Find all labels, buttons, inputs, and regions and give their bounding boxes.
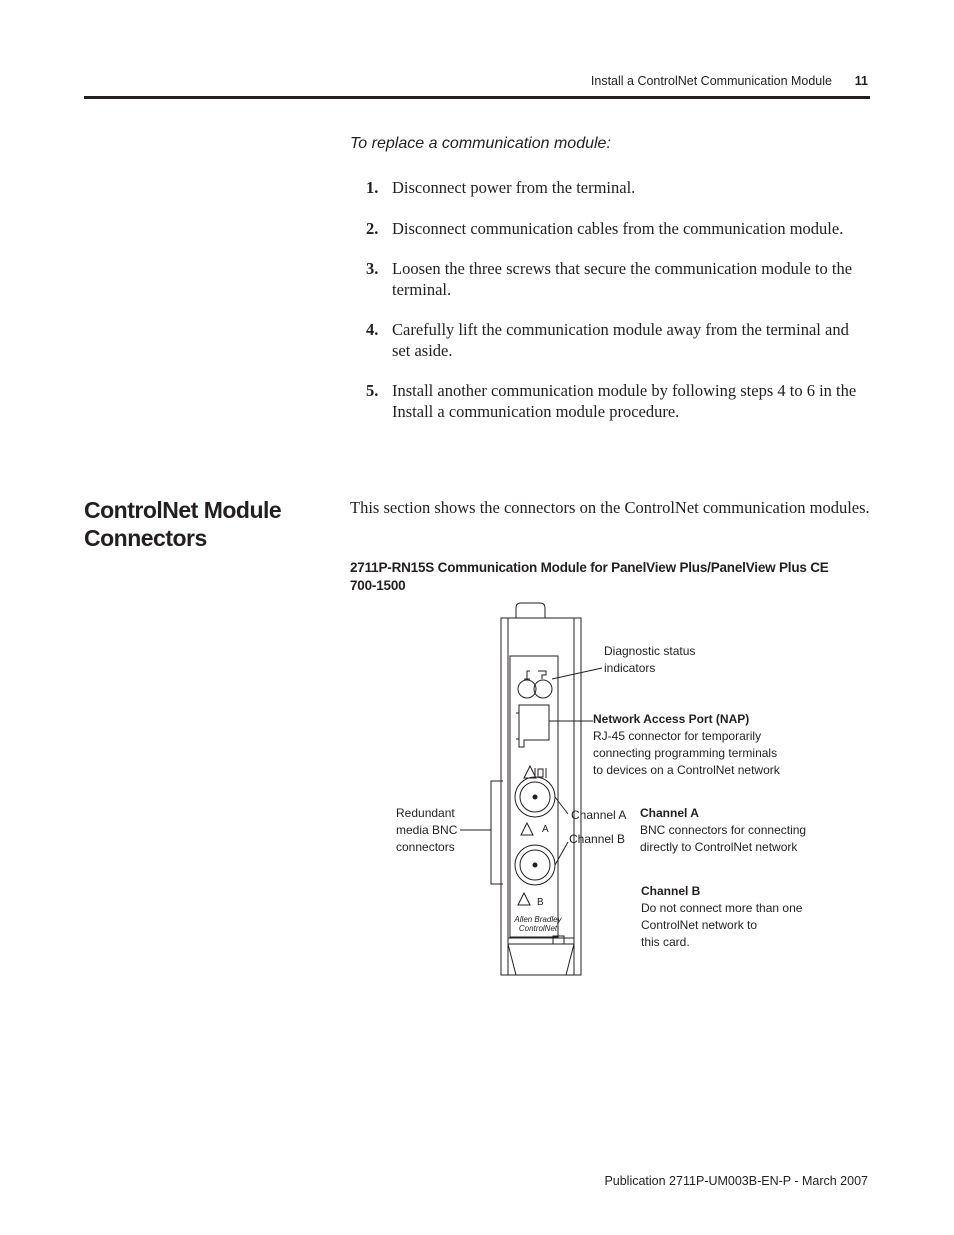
section-intro: This section shows the connectors on the ControlNet communication modules. xyxy=(350,498,870,517)
led-b-icon xyxy=(534,680,552,698)
leader-diagnostic xyxy=(552,668,602,679)
callout-channel-b: Channel B Do not connect more than one ControlNet network to this card. xyxy=(641,884,803,949)
step-number: 1. xyxy=(366,178,379,197)
led-a-symbol-icon xyxy=(524,671,530,679)
running-header xyxy=(0,74,954,94)
led-a-icon xyxy=(518,680,536,698)
callout-nap: Network Access Port (NAP) RJ-45 connector for temporarily connecting programming terminals to devices on a ControlNet network xyxy=(593,712,780,777)
step-item xyxy=(366,320,870,361)
section-heading: ControlNet Module Connectors xyxy=(84,497,282,551)
callout-channel-a: Channel A BNC connectors for connecting directly to ControlNet network xyxy=(640,806,807,854)
callout-redundant: Redundant media BNC connectors xyxy=(396,806,458,854)
port-a-letter: A xyxy=(542,824,549,835)
step-item xyxy=(366,219,870,240)
brand-line-1: Allen Bradley xyxy=(514,915,562,924)
step-text: Disconnect communication cables from the communication module. xyxy=(392,218,844,238)
leader-channel-a xyxy=(555,797,568,814)
rj45-port-icon xyxy=(516,705,549,747)
label-channel-b: Channel B xyxy=(569,832,626,846)
brand-line-2: ControlNet xyxy=(518,924,558,933)
warning-channel-a-icon xyxy=(521,823,533,835)
led-b-symbol-icon xyxy=(538,671,546,679)
figure-title: 2711P-RN15S Communication Module for PanelView Plus/PanelView Plus CE 700-1500 xyxy=(350,560,829,593)
step-text: Loosen the three screws that secure the communication module to the terminal. xyxy=(392,259,853,299)
port-b-letter: B xyxy=(537,897,544,908)
step-number: 4. xyxy=(366,320,379,339)
nap-symbol-icon xyxy=(535,768,546,778)
procedure-steps xyxy=(366,178,870,442)
leader-channel-b xyxy=(555,842,568,865)
page-number: 11 xyxy=(854,74,868,88)
step-number: 3. xyxy=(366,259,379,278)
step-text: Install another communication module by following steps 4 to 6 in the Install a communication module procedure. xyxy=(392,381,857,421)
procedure-title: To replace a communication module: xyxy=(350,135,611,152)
callout-diagnostic: Diagnostic status indicators xyxy=(604,644,696,675)
running-header-title: Install a ControlNet Communication Module xyxy=(590,74,832,88)
warning-nap-icon xyxy=(524,766,536,778)
step-text: Carefully lift the communication module away from the terminal and set aside. xyxy=(392,320,849,360)
step-text: Disconnect power from the terminal. xyxy=(392,178,636,197)
header-rule xyxy=(84,96,870,99)
label-channel-a: Channel A xyxy=(571,808,627,822)
step-item xyxy=(366,381,870,422)
step-number: 2. xyxy=(366,218,379,238)
publication-footer: Publication 2711P-UM003B-EN-P - March 2007 xyxy=(604,1174,868,1188)
step-item xyxy=(366,259,870,300)
step-item xyxy=(366,178,870,199)
step-number: 5. xyxy=(366,381,379,400)
module-figure xyxy=(380,600,840,990)
warning-channel-b-icon xyxy=(518,893,530,905)
module-top-tab xyxy=(516,603,545,618)
